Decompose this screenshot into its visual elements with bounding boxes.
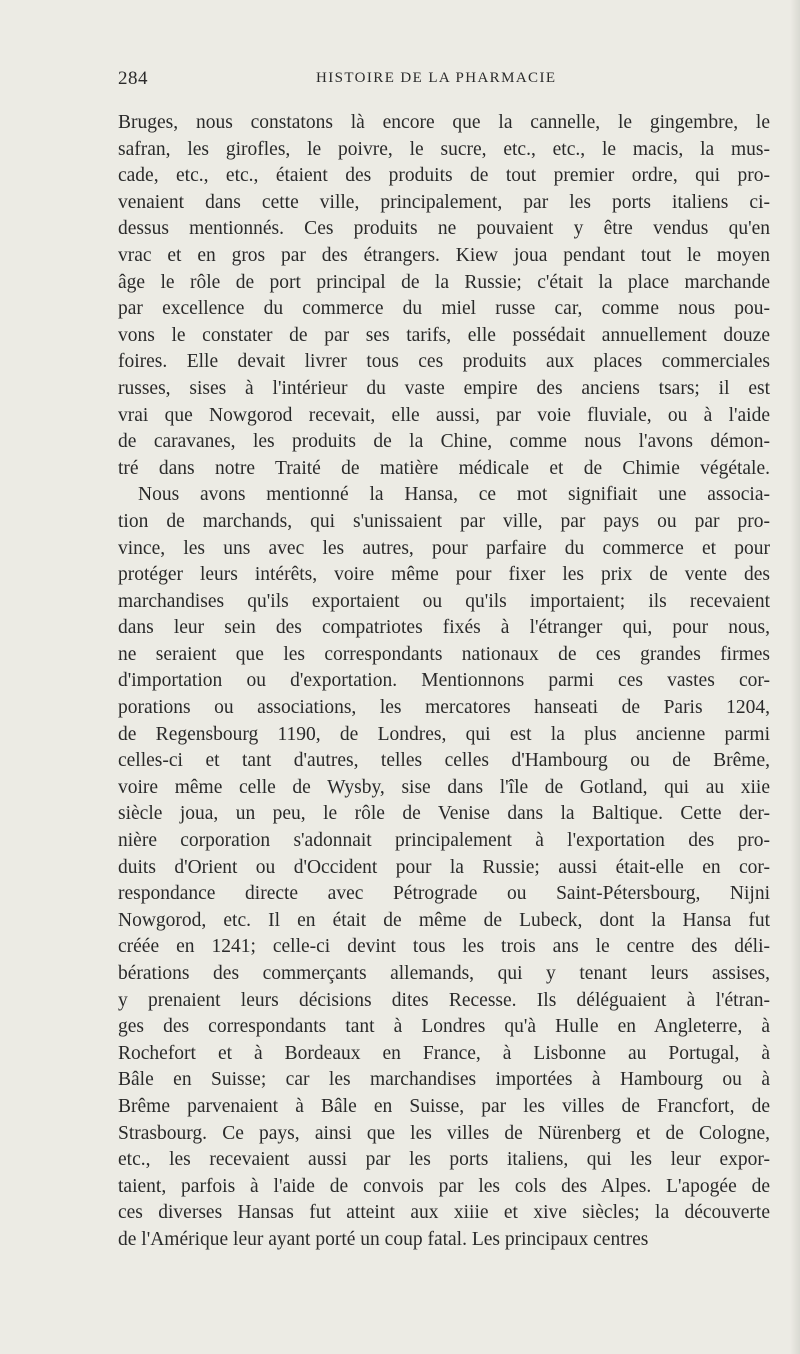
text-line: bérations des commerçants allemands, qui y tenant leurs assises,: [118, 963, 770, 984]
text-line: tion de marchands, qui s'unissaient par ville, par pays ou par pro-: [118, 510, 770, 532]
page-header: [118, 68, 770, 94]
text-line: siècle joua, un peu, le rôle de Venise dans la Baltique. Cette der-: [118, 803, 770, 825]
text-line: vrac et en gros par des étrangers. Kiew joua pendant tout le moyen: [118, 244, 770, 266]
text-line: nière corporation s'adonnait principalement à l'exportation des pro-: [118, 830, 770, 852]
text-line: par excellence du commerce du miel russe car, comme nous pou-: [118, 298, 770, 320]
text-line: duits d'Orient ou d'Occident pour la Russie; aussi était-elle en cor-: [118, 856, 770, 878]
text-line: tré dans notre Traité de matière médicale et de Chimie végétale.: [118, 457, 770, 479]
text-line: marchandises qu'ils exportaient ou qu'ils importaient; ils recevaient: [118, 590, 770, 612]
text-line: d'importation ou d'exportation. Mentionnons parmi ces vastes cor-: [118, 670, 770, 692]
text-line: voire même celle de Wysby, sise dans l'île de Gotland, qui au xiie: [118, 776, 770, 798]
text-line: celles-ci et tant d'autres, telles celles d'Hambourg ou de Brême,: [118, 750, 770, 772]
page-number: 284: [118, 68, 148, 89]
text-line: russes, sises à l'intérieur du vaste empire des anciens tsars; il est: [118, 377, 770, 399]
text-line: de caravanes, les produits de la Chine, comme nous l'avons démon-: [118, 431, 770, 453]
text-line: créée en 1241; celle-ci devint tous les trois ans le centre des déli-: [118, 936, 770, 958]
text-line: vons le constater de par ses tarifs, elle possédait annuellement douze: [118, 324, 770, 346]
text-line: dans leur sein des compatriotes fixés à l'étranger qui, pour nous,: [118, 617, 770, 639]
text-line: ges des correspondants tant à Londres qu'à Hulle en Angleterre, à: [118, 1016, 770, 1038]
text-line: cade, etc., etc., étaient des produits de tout premier ordre, qui pro-: [118, 165, 770, 187]
text-line: dessus mentionnés. Ces produits ne pouvaient y être vendus qu'en: [118, 218, 770, 240]
text-line: Rochefort et à Bordeaux en France, à Lisbonne au Portugal, à: [118, 1042, 770, 1064]
text-line: Nowgorod, etc. Il en était de même de Lubeck, dont la Hansa fut: [118, 909, 770, 931]
text-line: de Regensbourg 1190, de Londres, qui est la plus ancienne parmi: [118, 723, 770, 745]
text-line: foires. Elle devait livrer tous ces produits aux places commerciales: [118, 351, 770, 373]
text-line: venaient dans cette ville, principalement, par les ports italiens ci-: [118, 191, 770, 213]
text-line: Strasbourg. Ce pays, ainsi que les villes de Nürenberg et de Cologne,: [118, 1122, 770, 1144]
text-line: protéger leurs intérêts, voire même pour fixer les prix de vente des: [118, 564, 770, 586]
text-line: respondance directe avec Pétrograde ou Saint-Pétersbourg, Nijni: [118, 883, 770, 905]
text-line: safran, les girofles, le poivre, le sucre, etc., etc., le macis, la mus-: [118, 138, 770, 160]
text-line: de l'Amérique leur ayant porté un coup fatal. Les principaux centres: [118, 1228, 649, 1250]
text-line: ne seraient que les correspondants nationaux de ces grandes firmes: [118, 643, 770, 665]
text-line: vrai que Nowgorod recevait, elle aussi, par voie fluviale, ou à l'aide: [118, 404, 770, 426]
text-line: âge le rôle de port principal de la Russie; c'était la place marchande: [118, 271, 770, 293]
text-line: porations ou associations, les mercatores hanseati de Paris 1204,: [118, 697, 770, 719]
body-text: [118, 110, 770, 1254]
text-line: Bâle en Suisse; car les marchandises importées à Hambourg ou à: [118, 1069, 770, 1091]
text-line: taient, parfois à l'aide de convois par les cols des Alpes. L'apogée de: [118, 1175, 770, 1197]
page-edge-shadow: [790, 0, 800, 1354]
text-line: ces diverses Hansas fut atteint aux xiiie et xive siècles; la découverte: [118, 1202, 770, 1224]
running-title: HISTOIRE DE LA PHARMACIE: [316, 70, 557, 86]
text-line: etc., les recevaient aussi par les ports italiens, qui les leur expor-: [118, 1149, 770, 1171]
text-line: Bruges, nous constatons là encore que la cannelle, le gingembre, le: [118, 112, 770, 133]
text-line: Brême parvenaient à Bâle en Suisse, par les villes de Francfort, de: [118, 1095, 770, 1117]
text-line: y prenaient leurs décisions dites Recesse. Ils déléguaient à l'étran-: [118, 989, 770, 1011]
text-line: vince, les uns avec les autres, pour parfaire du commerce et pour: [118, 537, 770, 559]
paragraph-start-line: Nous avons mentionné la Hansa, ce mot signifiait une associa-: [138, 484, 770, 506]
